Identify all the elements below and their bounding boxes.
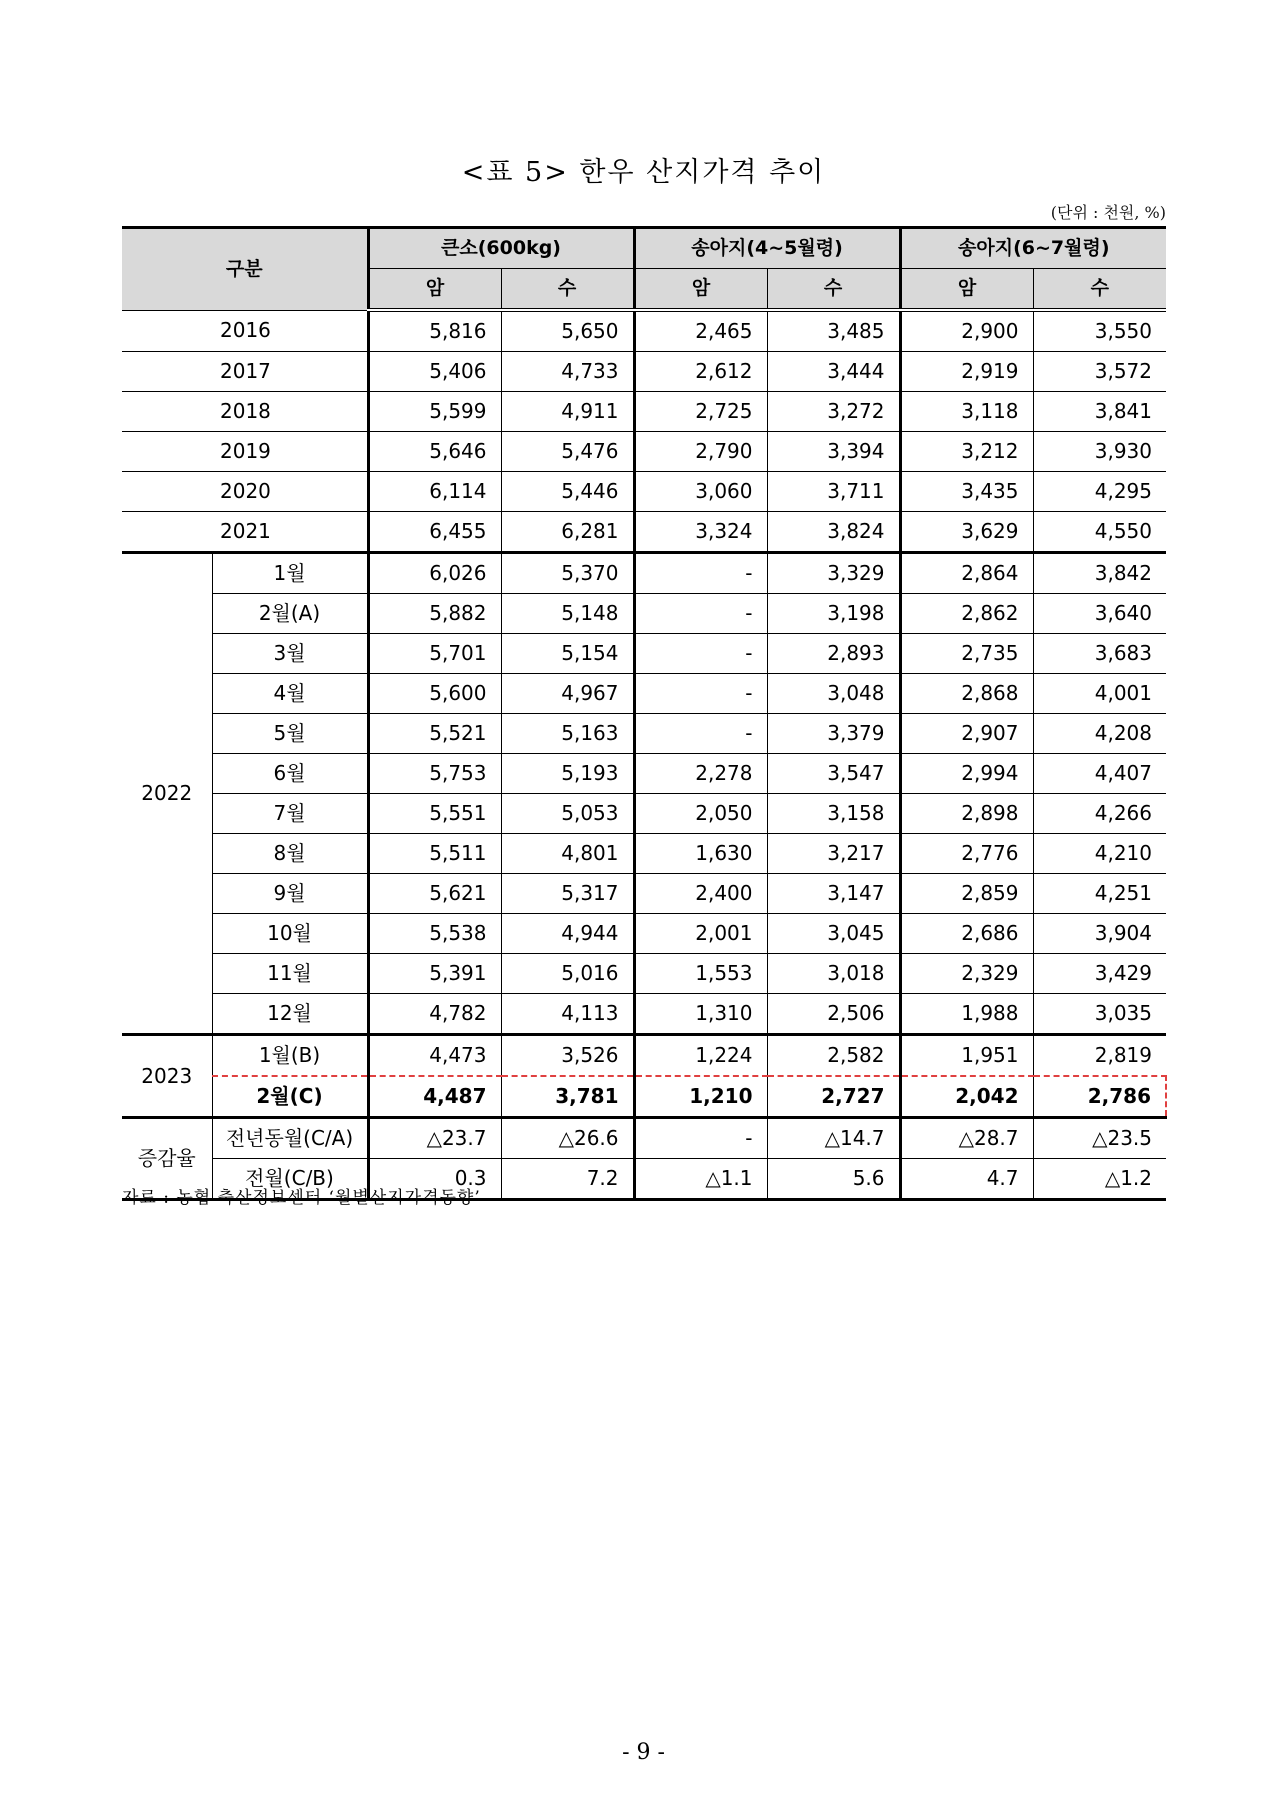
table-cell: 4,210: [1033, 834, 1166, 874]
row-label: 2021: [122, 512, 368, 553]
row-label: 8월: [212, 834, 368, 874]
table-cell: 2,725: [634, 392, 767, 432]
table-cell: 3,324: [634, 512, 767, 553]
table-cell: 3,379: [767, 714, 900, 754]
table-cell: 4.7: [900, 1159, 1033, 1200]
table-cell: 2,050: [634, 794, 767, 834]
table-cell: 4,782: [368, 994, 501, 1035]
table-cell: 5,599: [368, 392, 501, 432]
row-label: 2월(A): [212, 594, 368, 634]
row-label: 전년동월(C/A): [212, 1118, 368, 1159]
table-cell: 4,295: [1033, 472, 1166, 512]
header-sub: 수: [767, 269, 900, 311]
table-cell: △14.7: [767, 1118, 900, 1159]
table-cell: 3,435: [900, 472, 1033, 512]
table-cell: 3,212: [900, 432, 1033, 472]
table-cell: 3,198: [767, 594, 900, 634]
table-cell: △28.7: [900, 1118, 1033, 1159]
table-cell: △1.1: [634, 1159, 767, 1200]
header-category: 구분: [122, 228, 368, 311]
table-cell: 3,781: [501, 1076, 634, 1118]
row-label: 10월: [212, 914, 368, 954]
table-cell: 5,163: [501, 714, 634, 754]
row-label: 2016: [122, 310, 368, 352]
table-row: [122, 994, 1166, 1035]
table-cell: 4,473: [368, 1035, 501, 1077]
table-cell: 4,733: [501, 352, 634, 392]
table-cell: 4,208: [1033, 714, 1166, 754]
row-label: 6월: [212, 754, 368, 794]
table-cell: 3,045: [767, 914, 900, 954]
table-cell: △23.7: [368, 1118, 501, 1159]
table-cell: 2,898: [900, 794, 1033, 834]
table-cell: 2,907: [900, 714, 1033, 754]
table-cell: 1,630: [634, 834, 767, 874]
table-cell: 3,683: [1033, 634, 1166, 674]
table-body: [122, 310, 1166, 1200]
table-cell: 2,278: [634, 754, 767, 794]
table-cell: △23.5: [1033, 1118, 1166, 1159]
table-cell: 3,158: [767, 794, 900, 834]
table-cell: 2,868: [900, 674, 1033, 714]
table-cell: 2,400: [634, 874, 767, 914]
table-cell: 3,147: [767, 874, 900, 914]
table-cell: 5.6: [767, 1159, 900, 1200]
table-cell: 3,118: [900, 392, 1033, 432]
table-row: [122, 794, 1166, 834]
table-cell: 3,485: [767, 310, 900, 352]
header-group-adult: 큰소(600kg): [368, 228, 634, 269]
table-row: [122, 714, 1166, 754]
table-cell: 2,042: [900, 1076, 1033, 1118]
table-cell: 2,612: [634, 352, 767, 392]
row-label: 5월: [212, 714, 368, 754]
header-sub: 수: [501, 269, 634, 311]
table-row: [122, 594, 1166, 634]
table-cell: -: [634, 714, 767, 754]
table-cell: -: [634, 1118, 767, 1159]
table-cell: 2,776: [900, 834, 1033, 874]
table-cell: 2,893: [767, 634, 900, 674]
row-group-label: 2023: [122, 1035, 212, 1118]
table-cell: 2,001: [634, 914, 767, 954]
table-cell: 4,001: [1033, 674, 1166, 714]
table-cell: 5,753: [368, 754, 501, 794]
header-sub: 암: [900, 269, 1033, 311]
header-sub: 암: [634, 269, 767, 311]
table-row: [122, 634, 1166, 674]
table-cell: 1,224: [634, 1035, 767, 1077]
table-cell: 4,251: [1033, 874, 1166, 914]
table-row: [122, 472, 1166, 512]
table-cell: 5,391: [368, 954, 501, 994]
table-cell: 4,113: [501, 994, 634, 1035]
header-group-calf-4-5: 송아지(4~5월령): [634, 228, 900, 269]
table-cell: 5,600: [368, 674, 501, 714]
table-cell: -: [634, 634, 767, 674]
row-label: 7월: [212, 794, 368, 834]
table-cell: 3,904: [1033, 914, 1166, 954]
table-cell: 5,193: [501, 754, 634, 794]
table-cell: 1,951: [900, 1035, 1033, 1077]
table-cell: 3,930: [1033, 432, 1166, 472]
table-cell: 3,329: [767, 553, 900, 594]
table-row: [122, 1035, 1166, 1077]
table-cell: 6,455: [368, 512, 501, 553]
unit-note: (단위 : 천원, %): [1050, 203, 1166, 222]
table-cell: 4,911: [501, 392, 634, 432]
table-row: [122, 754, 1166, 794]
table-cell: 5,882: [368, 594, 501, 634]
table-cell: 6,026: [368, 553, 501, 594]
table-row: [122, 352, 1166, 392]
table-cell: 5,538: [368, 914, 501, 954]
table-cell: 5,521: [368, 714, 501, 754]
table-cell: 3,048: [767, 674, 900, 714]
table-cell: -: [634, 594, 767, 634]
table-cell: 3,550: [1033, 310, 1166, 352]
table-cell: 5,154: [501, 634, 634, 674]
table-cell: 3,060: [634, 472, 767, 512]
row-label: 2019: [122, 432, 368, 472]
table-cell: 5,701: [368, 634, 501, 674]
table-cell: 5,406: [368, 352, 501, 392]
table-cell: 2,859: [900, 874, 1033, 914]
row-label: 2월(C): [212, 1076, 368, 1118]
table-cell: 3,429: [1033, 954, 1166, 994]
table-cell: 3,841: [1033, 392, 1166, 432]
table-cell: 2,819: [1033, 1035, 1166, 1077]
table-cell: 7.2: [501, 1159, 634, 1200]
table-cell: 4,487: [368, 1076, 501, 1118]
header-group-calf-6-7: 송아지(6~7월령): [900, 228, 1166, 269]
table-cell: 5,053: [501, 794, 634, 834]
table-cell: 3,547: [767, 754, 900, 794]
table-cell: 2,786: [1033, 1076, 1166, 1118]
header-sub: 수: [1033, 269, 1166, 311]
table-header: [122, 228, 1166, 311]
row-label: 4월: [212, 674, 368, 714]
table-cell: 5,621: [368, 874, 501, 914]
table-title: <표 5> 한우 산지가격 추이: [461, 157, 826, 188]
table-row: [122, 914, 1166, 954]
table-cell: △1.2: [1033, 1159, 1166, 1200]
table-cell: 3,394: [767, 432, 900, 472]
table-cell: 3,217: [767, 834, 900, 874]
table-cell: 6,281: [501, 512, 634, 553]
page-number: - 9 -: [622, 1740, 665, 1765]
table-cell: 0.3: [368, 1159, 501, 1200]
header-sub: 암: [368, 269, 501, 311]
table-cell: 1,988: [900, 994, 1033, 1035]
row-label: 11월: [212, 954, 368, 994]
price-table: [122, 226, 1167, 1201]
table-cell: 2,790: [634, 432, 767, 472]
table-cell: 5,476: [501, 432, 634, 472]
table-cell: 2,506: [767, 994, 900, 1035]
row-label: 2017: [122, 352, 368, 392]
table-cell: 3,035: [1033, 994, 1166, 1035]
table-cell: 3,572: [1033, 352, 1166, 392]
table-cell: 2,686: [900, 914, 1033, 954]
row-group-label: 증감율: [122, 1118, 212, 1200]
row-label: 12월: [212, 994, 368, 1035]
table-cell: 4,801: [501, 834, 634, 874]
table-row: [122, 674, 1166, 714]
table-cell: 3,640: [1033, 594, 1166, 634]
table-cell: 2,465: [634, 310, 767, 352]
table-cell: 5,551: [368, 794, 501, 834]
table-cell: 3,842: [1033, 553, 1166, 594]
table-cell: 4,944: [501, 914, 634, 954]
table-cell: 2,900: [900, 310, 1033, 352]
table-cell: 2,582: [767, 1035, 900, 1077]
row-group-label: 2022: [122, 553, 212, 1035]
table-row: [122, 432, 1166, 472]
table-cell: 1,310: [634, 994, 767, 1035]
table-cell: 3,629: [900, 512, 1033, 553]
table-cell: 5,511: [368, 834, 501, 874]
row-label: 3월: [212, 634, 368, 674]
row-label: 1월(B): [212, 1035, 368, 1077]
table-cell: 1,553: [634, 954, 767, 994]
row-label: 2018: [122, 392, 368, 432]
table-cell: 2,862: [900, 594, 1033, 634]
table-cell: 5,446: [501, 472, 634, 512]
table-cell: -: [634, 553, 767, 594]
table-cell: 6,114: [368, 472, 501, 512]
row-label: 1월: [212, 553, 368, 594]
table-cell: -: [634, 674, 767, 714]
table-cell: 2,735: [900, 634, 1033, 674]
row-label: 9월: [212, 874, 368, 914]
table-cell: 2,329: [900, 954, 1033, 994]
row-label: 2020: [122, 472, 368, 512]
table-cell: 4,266: [1033, 794, 1166, 834]
table-cell: 4,550: [1033, 512, 1166, 553]
table-row: [122, 874, 1166, 914]
table-cell: 2,864: [900, 553, 1033, 594]
table-cell: 3,018: [767, 954, 900, 994]
table-row: [122, 954, 1166, 994]
table-cell: 5,148: [501, 594, 634, 634]
table-cell: 5,317: [501, 874, 634, 914]
table-cell: 3,444: [767, 352, 900, 392]
table-row: [122, 1118, 1166, 1159]
table-cell: 2,919: [900, 352, 1033, 392]
table-row: [122, 553, 1166, 594]
table-row: [122, 310, 1166, 352]
table-row: [122, 1076, 1166, 1118]
table-row: [122, 834, 1166, 874]
table-cell: 5,816: [368, 310, 501, 352]
table-cell: 3,272: [767, 392, 900, 432]
table-cell: 5,016: [501, 954, 634, 994]
table-cell: 3,526: [501, 1035, 634, 1077]
table-cell: 4,967: [501, 674, 634, 714]
row-label: 전월(C/B): [212, 1159, 368, 1200]
source-note: 자료 : 농협 축산정보센터 ‘월별산지가격동향’: [122, 1188, 481, 1208]
table-cell: 5,646: [368, 432, 501, 472]
table-row: [122, 512, 1166, 553]
table-cell: 4,407: [1033, 754, 1166, 794]
table-cell: △26.6: [501, 1118, 634, 1159]
table-row: [122, 392, 1166, 432]
table-cell: 2,994: [900, 754, 1033, 794]
table-cell: 5,650: [501, 310, 634, 352]
table-cell: 5,370: [501, 553, 634, 594]
table-cell: 3,824: [767, 512, 900, 553]
table-cell: 3,711: [767, 472, 900, 512]
table-cell: 1,210: [634, 1076, 767, 1118]
table-cell: 2,727: [767, 1076, 900, 1118]
